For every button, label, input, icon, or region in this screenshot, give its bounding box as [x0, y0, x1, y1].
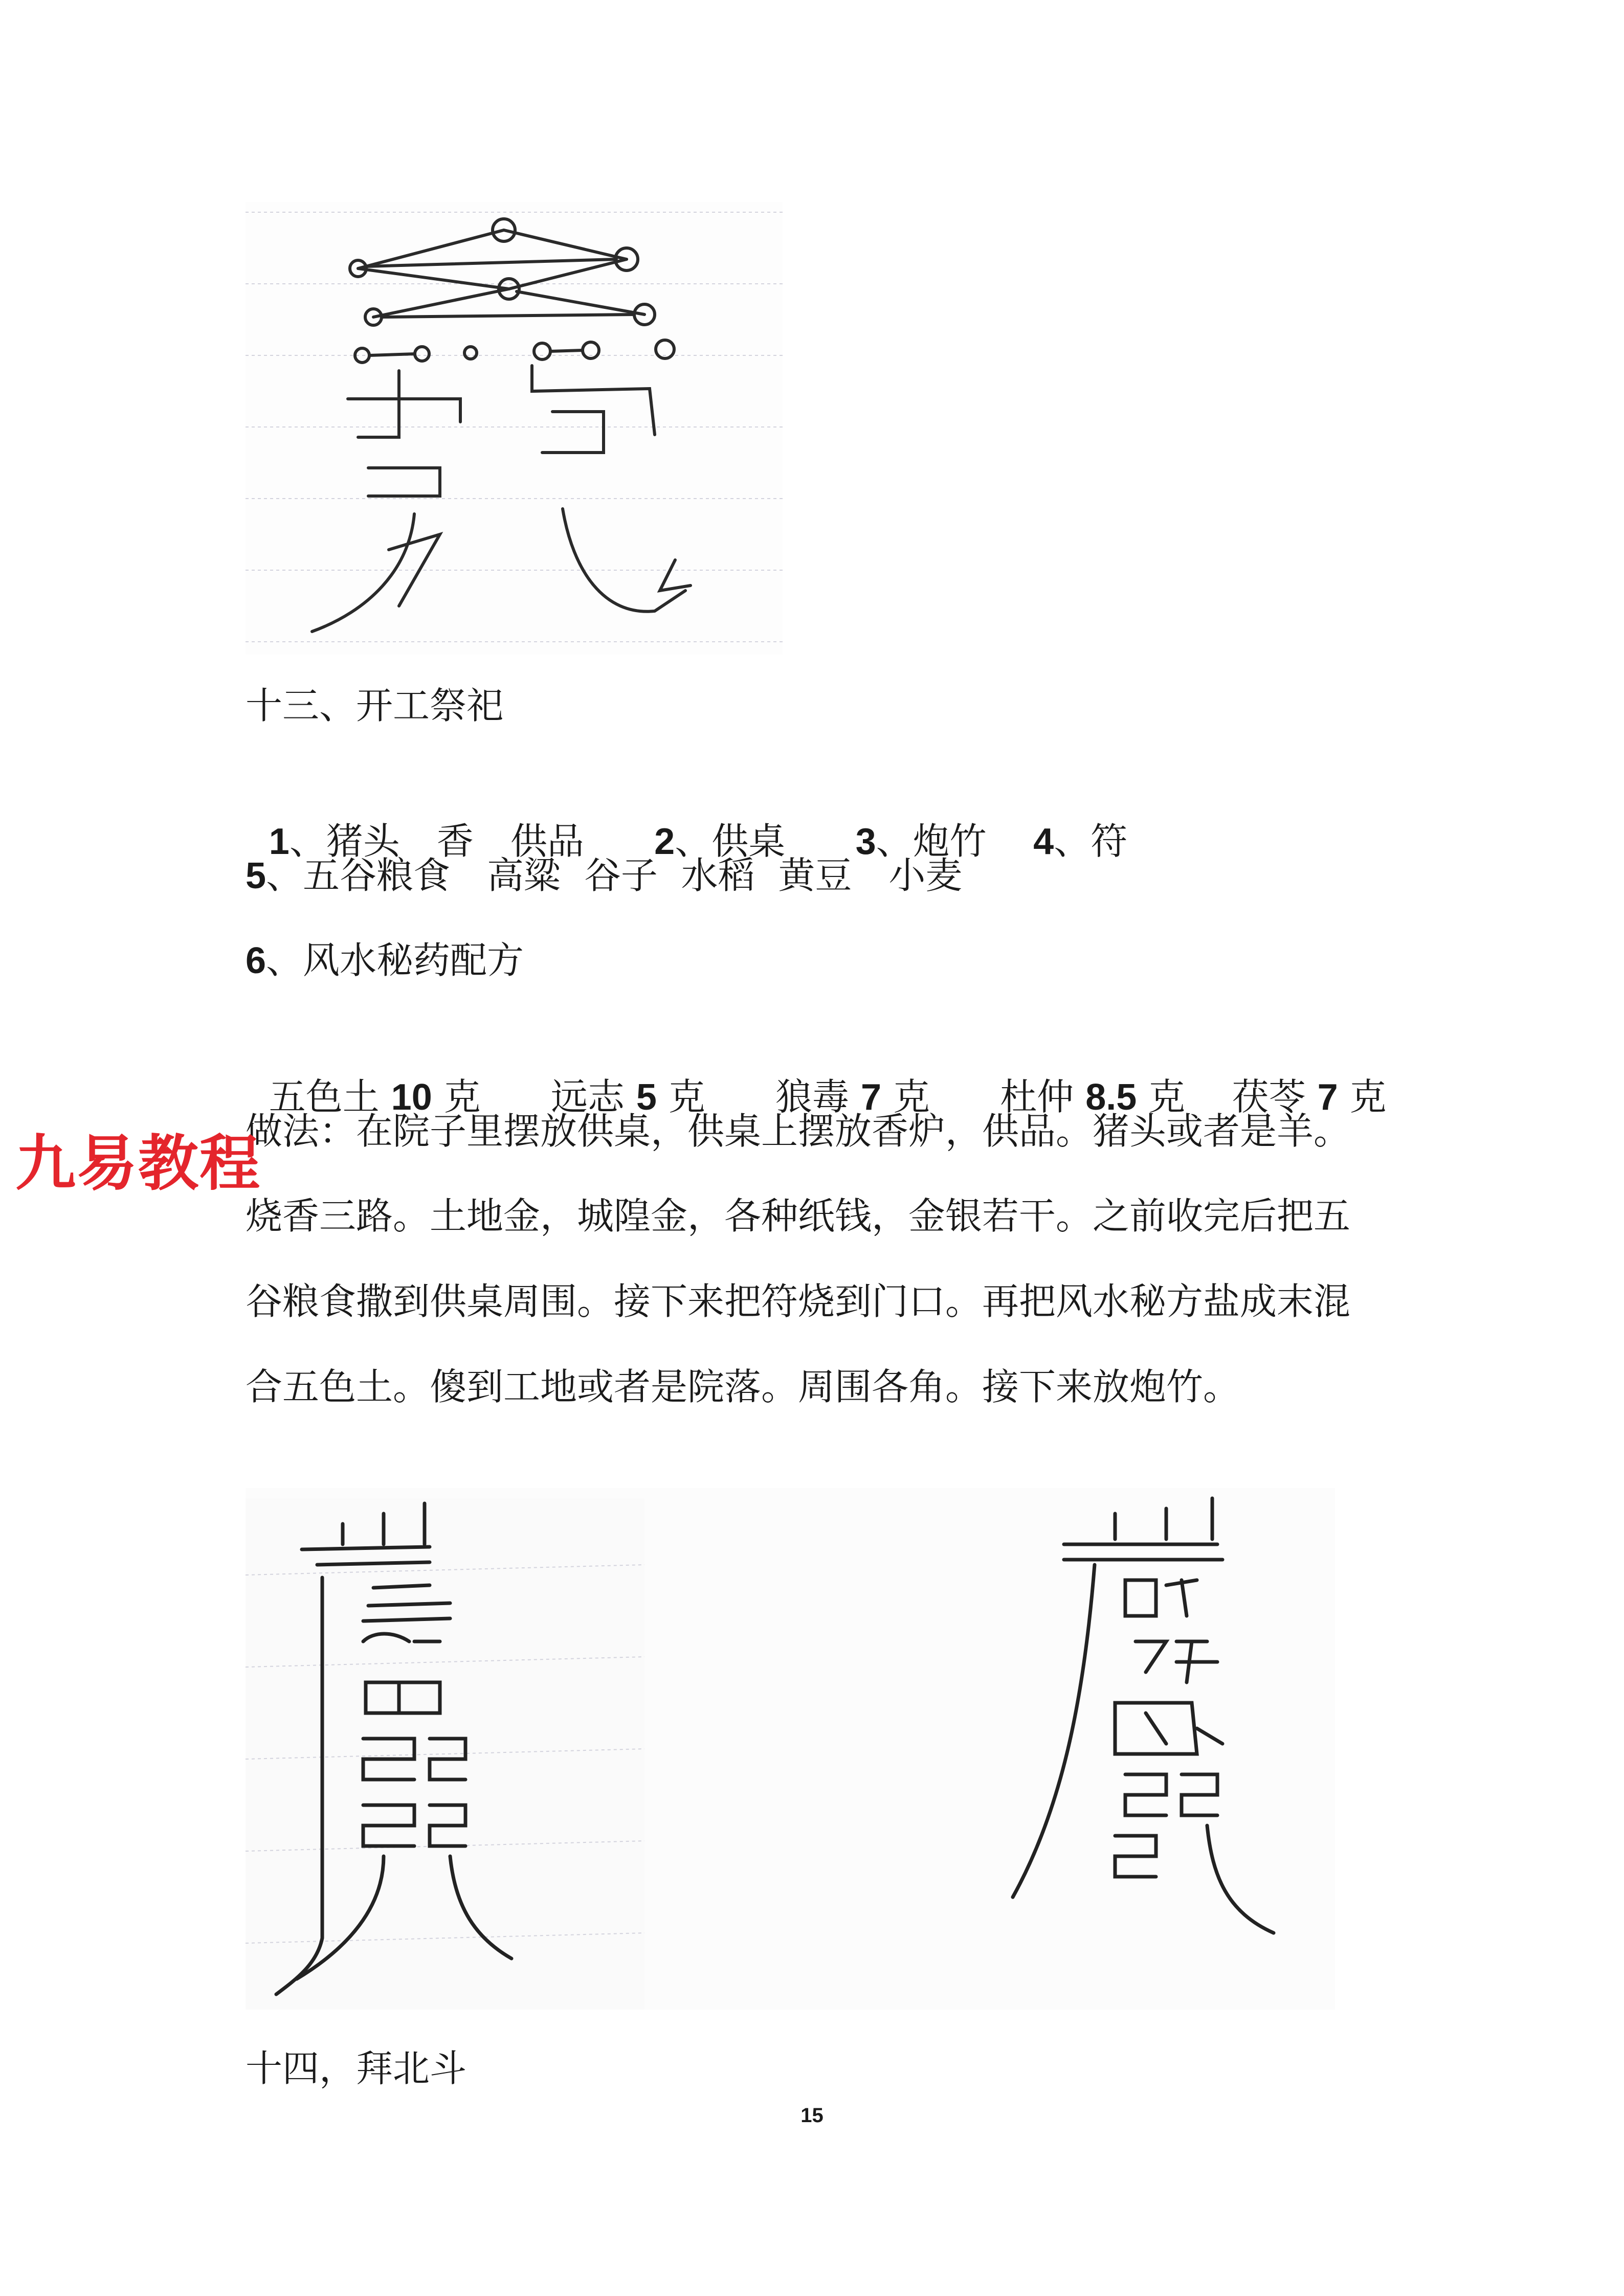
method-line-1: 做法：在院子里摆放供桌，供桌上摆放香炉，供品。猪头或者是羊。 — [246, 1110, 1351, 1153]
list-item-4: 4、符 — [1033, 820, 1128, 863]
list-item-1: 1、猪头 香 供品 — [269, 820, 584, 863]
list-item-5: 5、五谷粮食 高粱 谷子 水稻 黄豆 小麦 — [246, 854, 963, 897]
talisman-drawing-bottom — [246, 1488, 1335, 2010]
watermark-logo: 九易教程 — [15, 1128, 261, 1199]
list-item-2: 2、供桌 — [654, 820, 786, 863]
section-14-heading: 十四，拜北斗 — [246, 2047, 467, 2090]
talisman-image-top — [246, 202, 783, 655]
page-number: 15 — [800, 2104, 824, 2127]
list-item-6: 6、风水秘药配方 — [246, 939, 524, 982]
formula-item: 杜仲 8.5 克 — [1000, 1075, 1186, 1118]
method-line-3: 谷粮食撒到供桌周围。接下来把符烧到门口。再把风水秘方盐成末混 — [246, 1280, 1351, 1323]
formula-item: 五色土 10 克 — [269, 1075, 481, 1118]
method-line-2: 烧香三路。土地金，城隍金，各种纸钱，金银若干。之前收完后把五 — [246, 1195, 1351, 1237]
formula-item: 远志 5 克 — [550, 1075, 705, 1118]
talisman-drawing-top — [246, 202, 783, 655]
method-line-4: 合五色土。傻到工地或者是院落。周围各角。接下来放炮竹。 — [246, 1365, 1240, 1408]
list-item-3: 3、炮竹 — [855, 820, 987, 863]
section-13-heading: 十三、开工祭祀 — [246, 684, 504, 727]
formula-item: 茯苓 7 克 — [1232, 1075, 1387, 1118]
formula-item: 狼毒 7 克 — [775, 1075, 930, 1118]
talisman-image-bottom — [246, 1488, 1335, 2010]
